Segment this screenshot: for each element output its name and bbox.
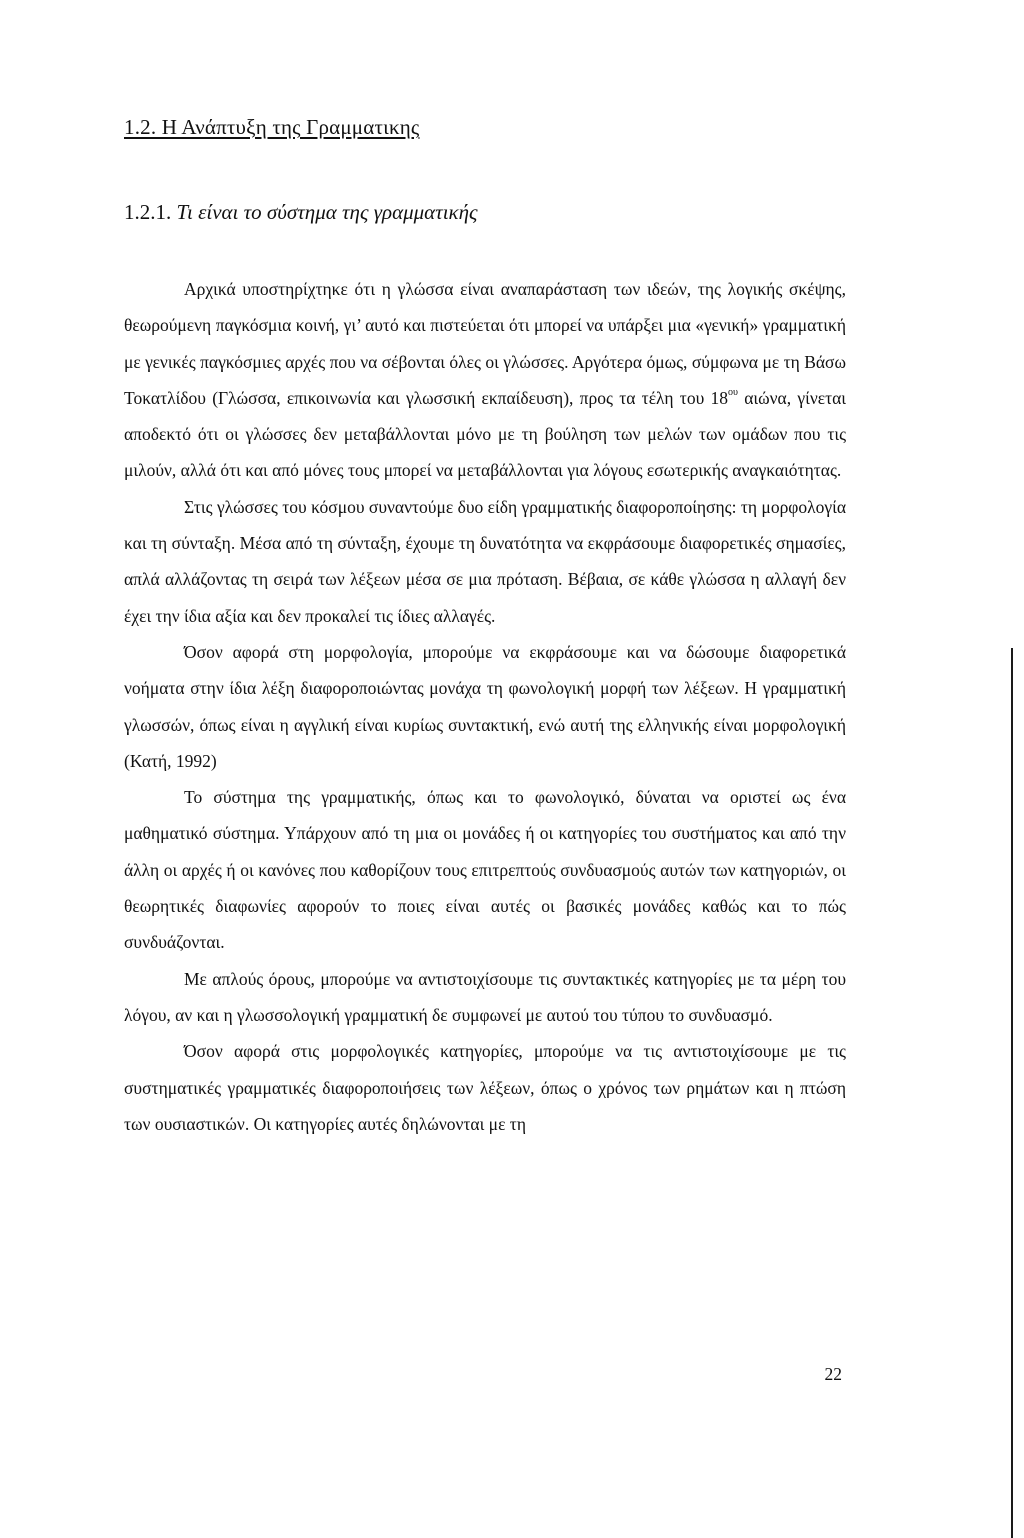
paragraph-6: Όσον αφορά στις μορφολογικές κατηγορίες, μπορούμε να τις αντιστοιχίσουμε με τις συστηματικές γραμματικές διαφοροποιήσεις των λέξεων, όπως ο χρόνος των ρημάτων και η πτώση των ουσιαστικών. Οι κατηγορίες αυτές δηλώνονται με τη: [124, 1041, 846, 1134]
ordinal-superscript: ου: [728, 387, 738, 399]
paragraph-2: Στις γλώσσες του κόσμου συναντούμε δυο είδη γραμματικής διαφοροποίησης: τη μορφολογία και τη σύνταξη. Μέσα από τη σύνταξη, έχουμε τη δυνατότητα να εκφράσουμε διαφορετικές σημασίες, απλά αλλάζοντας τη σειρά των λέξεων μέσα σε μια πρόταση. Βέβαια, σε κάθε γλώσσα η αλλαγή δεν έχει την ίδια αξία και δεν προκαλεί τις ίδιες αλλαγές.: [124, 496, 846, 626]
page-number: 22: [824, 1364, 842, 1384]
paragraph-5: Με απλούς όρους, μπορούμε να αντιστοιχίσουμε τις συντακτικές κατηγορίες με τα μέρη του λόγου, αν και η γλωσσολογική γραμματική δε συμφωνεί με αυτού του τύπου το συνδυασμό.: [124, 968, 846, 1025]
paragraph-4: Το σύστημα της γραμματικής, όπως και το φωνολογικό, δύναται να οριστεί ως ένα μαθηματικό σύστημα. Υπάρχουν από τη μια οι μονάδες ή οι κατηγορίες του συστήματος και από την άλλη οι αρχές ή οι κανόνες που καθορίζουν τους επιτρεπτούς συνδυασμούς αυτών των κατηγοριών, οι θεωρητικές διαφωνίες αφορούν το ποιες είναι αυτές οι βασικές μονάδες καθώς και το πώς συνδυάζονται.: [124, 787, 846, 953]
paragraph-1-text: Αρχικά υποστηρίχτηκε ότι η γλώσσα είναι αναπαράσταση των ιδεών, της λογικής σκέψης, θεωρούμενη παγκόσμια κοινή, γι’ αυτό και πιστεύεται ότι μπορεί να υπάρξει μια «γενική» γραμματική με γενικές παγκόσμιες αρχές που να σέβονται όλες οι γλώσσες. Αργότερα όμως, σύμφωνα με τη Βάσω Τοκατλίδου (Γλώσσα, επικοινωνία και γλωσσική εκπαίδευση), προς τα τέλη του 18: [124, 279, 846, 408]
paragraph-3: Όσον αφορά στη μορφολογία, μπορούμε να εκφράσουμε και να δώσουμε διαφορετικά νοήματα στην ίδια λέξη διαφοροποιώντας μονάχα τη φωνολογική μορφή των λέξεων. Η γραμματική γλωσσών, όπως είναι η αγγλική είναι κυρίως συντακτική, ενώ αυτή της ελληνικής είναι μορφολογική (Κατή, 1992): [124, 641, 846, 771]
section-heading: 1.2. Η Ανάπτυξη της Γραμματικης: [124, 115, 420, 139]
subsection-title: Τι είναι το σύστημα της γραμματικής: [176, 200, 478, 224]
scan-edge-line: [1011, 648, 1013, 1538]
body-text: [124, 271, 846, 1142]
paragraph-1-text-continued: αιώνα, γίνεται αποδεκτό ότι οι γλώσσες δεν μεταβάλλονται μόνο με τη βούληση των μελών των ομάδων που τις μιλούν, αλλά ότι και από μόνες τους μπορεί να μεταβάλλονται για λόγους εσωτερικής αναγκαιότητας.: [124, 387, 846, 481]
paragraph-1: [124, 271, 846, 489]
subsection-number: 1.2.1.: [124, 200, 172, 224]
subsection-heading: [124, 200, 478, 225]
